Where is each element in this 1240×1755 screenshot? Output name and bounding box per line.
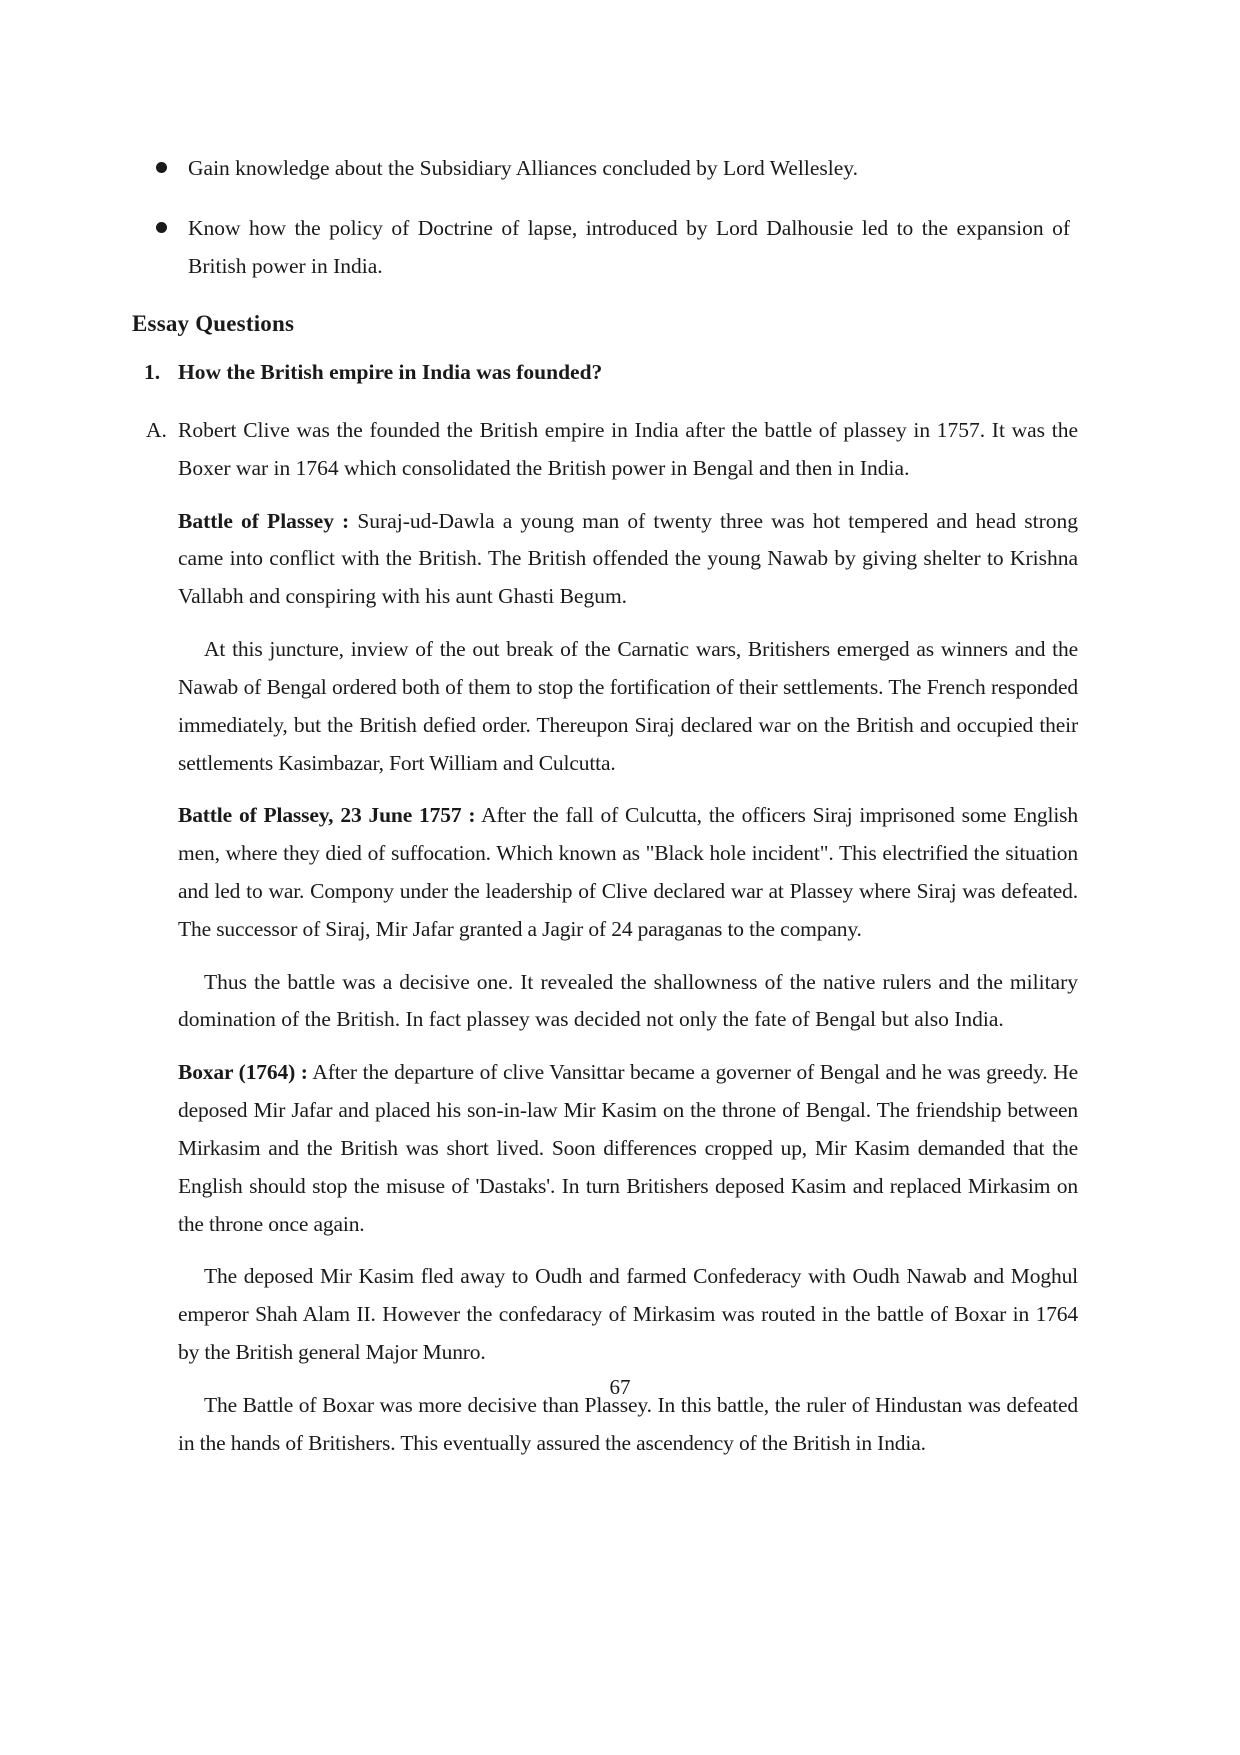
paragraph-body: Suraj-ud-Dawla a young man of twenty three was hot tempered and head strong came into conflict with the British. The British offended the young Nawab by giving shelter to Krishna Vallabh and conspiring with his aunt Ghasti Begum. bbox=[178, 508, 1078, 609]
question-text: How the British empire in India was founded? bbox=[178, 360, 603, 385]
paragraph-body: After the departure of clive Vansittar became a governer of Bengal and he was greedy. He deposed Mir Jafar and placed his son-in-law Mir Kasim on the throne of Bengal. The friendship between Mirkasim and the British was short lived. Soon differences cropped up, Mir Kasim demanded that the English should stop the misuse of 'Dastaks'. In turn Britishers deposed Kasim and replaced Mirkasim on the throne once again. bbox=[178, 1060, 1078, 1236]
paragraph-body: Thus the battle was a decisive one. It revealed the shallowness of the native rulers and the military domination of the British. In fact plassey was decided not only the fate of Bengal but also India. bbox=[178, 969, 1078, 1032]
answer-label: A. bbox=[146, 417, 167, 442]
essay-question bbox=[132, 355, 1080, 389]
paragraph-body: The deposed Mir Kasim fled away to Oudh and farmed Confederacy with Oudh Nawab and Moghul emperor Shah Alam II. However the confedaracy of Mirkasim was routed in the battle of Boxar in 1764 by the British general Major Munro. bbox=[178, 1264, 1078, 1365]
page-number: 67 bbox=[609, 1375, 631, 1399]
learning-objectives-list bbox=[132, 150, 1080, 285]
paragraph-body: The Battle of Boxar was more decisive than Plassey. In this battle, the ruler of Hindustan was defeated in the hands of Britishers. This eventually assured the ascendency of the British in India. bbox=[178, 1392, 1078, 1455]
paragraph bbox=[178, 964, 1080, 1040]
paragraph bbox=[178, 631, 1080, 782]
paragraph bbox=[178, 412, 1080, 488]
question-number: 1. bbox=[144, 360, 161, 385]
paragraph-body: Robert Clive was the founded the British empire in India after the battle of plassey in 1757. It was the Boxer war in 1764 which consolidated the British power in Bengal and then in India. bbox=[178, 417, 1078, 480]
objective-text: Gain knowledge about the Subsidiary Alliances concluded by Lord Wellesley. bbox=[188, 156, 858, 180]
section-heading: Essay Questions bbox=[132, 311, 295, 337]
paragraph-lead: Battle of Plassey : bbox=[178, 508, 350, 533]
paragraph bbox=[178, 1054, 1080, 1243]
paragraph bbox=[178, 503, 1080, 616]
bullet-icon bbox=[156, 162, 167, 173]
paragraph-body: At this juncture, inview of the out break of the Carnatic wars, Britishers emerged as winners and the Nawab of Bengal ordered both of them to stop the fortification of their settlements. The French responded immediately, but the British defied order. Thereupon Siraj declared war on the British and occupied their settlements Kasimbazar, Fort William and Culcutta. bbox=[178, 637, 1078, 775]
bullet-icon bbox=[156, 222, 167, 233]
paragraph bbox=[178, 797, 1080, 948]
paragraph-body: After the fall of Culcutta, the officers Siraj imprisoned some English men, where they died of suffocation. Which known as "Black hole incident". This electrified the situation and led to war. Compony under the leadership of Clive declared war at Plassey where Siraj was defeated. The successor of Siraj, Mir Jafar granted a Jagir of 24 paraganas to the company. bbox=[178, 803, 1078, 941]
paragraph-lead: Boxar (1764) : bbox=[178, 1060, 308, 1085]
objective-text: Know how the policy of Doctrine of lapse, introduced by Lord Dalhousie led to the expansion of British power in India. bbox=[188, 215, 1070, 278]
list-item bbox=[132, 150, 1080, 188]
list-item bbox=[132, 210, 1080, 286]
paragraph-lead: Battle of Plassey, 23 June 1757 : bbox=[178, 803, 476, 828]
paragraph bbox=[178, 1258, 1080, 1371]
answer-block bbox=[132, 412, 1080, 1463]
